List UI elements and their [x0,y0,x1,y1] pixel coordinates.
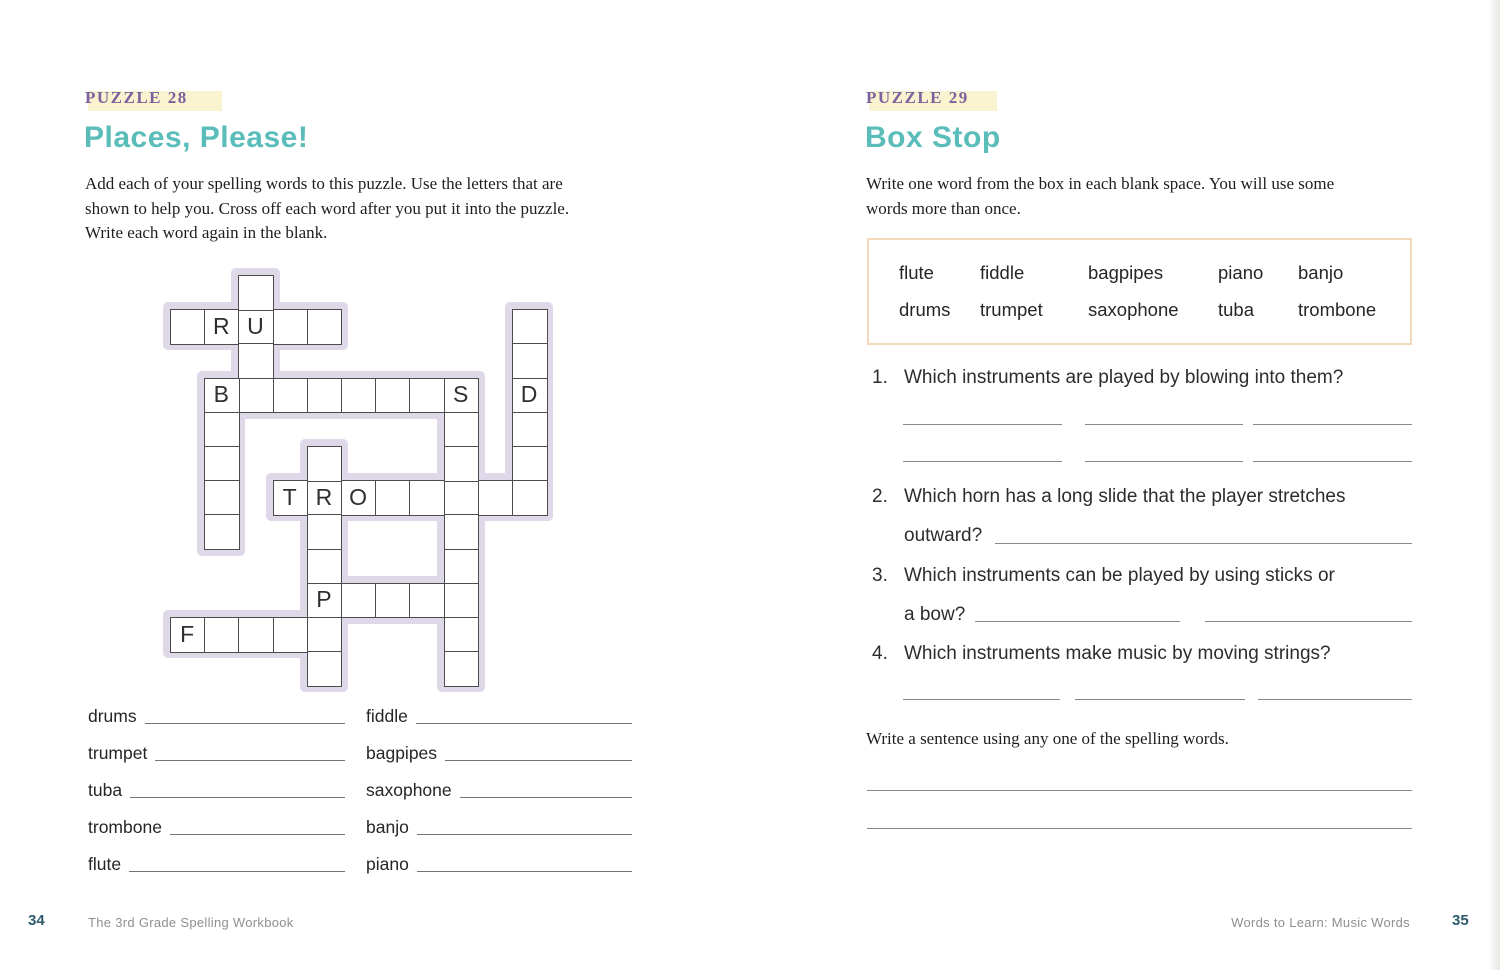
question-2-text-line2: outward? [904,525,983,546]
crossword-cell [204,480,240,516]
answer-blank [1205,621,1412,622]
word-list-left [88,705,345,890]
answer-blank [903,424,1062,425]
left-instructions [85,172,665,246]
crossword-cell [375,378,411,414]
crossword-cell [444,583,480,619]
word-box-word: saxophone [1088,299,1179,320]
answer-line [145,705,345,724]
crossword-cell [307,446,343,482]
crossword-cell [512,343,548,379]
crossword-letter-F: F [180,620,195,647]
page-edge-shadow [1488,0,1500,970]
answer-blank [1253,424,1412,425]
crossword-letter-T: T [282,483,297,510]
crossword-cell [307,514,343,550]
crossword-letter-D: D [520,381,538,408]
word-list-item [88,705,345,727]
answer-blank [1085,461,1243,462]
answer-line [460,779,632,798]
crossword-cell [375,583,411,619]
instructions-line: Write each word again in the blank. [85,223,328,242]
crossword-cell [204,514,240,550]
question-3-text-line1: Which instruments can be played by using sticks or [904,565,1335,586]
word-list-word: fiddle [366,706,408,726]
crossword-cell [170,309,206,345]
word-list-word: trumpet [88,743,148,763]
left-footer-text: The 3rd Grade Spelling Workbook [88,915,294,930]
instructions-line: Write one word from the box in each blank space. You will use some [866,174,1335,193]
answer-blank [995,543,1412,544]
sentence-line [867,828,1412,829]
word-list-item [88,779,345,801]
word-list-item [88,853,345,875]
crossword-cell [444,514,480,550]
word-box-word: drums [899,299,951,320]
crossword-cell [307,378,343,414]
answer-line [417,816,632,835]
crossword-cell [307,651,343,687]
word-box [867,238,1412,345]
answer-blank [1075,699,1245,700]
question-4-number: 4. [872,643,888,664]
word-list-item [366,705,632,727]
word-box-word: piano [1218,262,1264,283]
right-page-title: Box Stop [865,121,1001,154]
crossword-cell [238,343,274,379]
word-list-word: trombone [88,817,162,837]
question-1-text: Which instruments are played by blowing into them? [904,367,1344,388]
crossword-cell [409,480,445,516]
right-page-number: 35 [1452,912,1469,929]
crossword-cell [512,446,548,482]
word-box-word: trumpet [980,299,1043,320]
answer-blank [903,699,1060,700]
word-box-word: fiddle [980,262,1025,283]
question-1-number: 1. [872,367,888,388]
crossword-cell [307,617,343,653]
word-list-item [366,779,632,801]
question-3-text-line2: a bow? [904,604,966,625]
left-page-number: 34 [28,912,45,929]
crossword-cell [238,617,274,653]
crossword-cell [341,378,377,414]
crossword-letter-R: R [315,483,333,510]
crossword-cell [204,412,240,448]
crossword-cell [444,446,480,482]
crossword-letter-U: U [247,312,264,339]
crossword-letter-S: S [453,381,469,408]
word-box-word: bagpipes [1088,262,1164,283]
crossword-cell [204,446,240,482]
answer-line [417,853,632,872]
answer-blank [1253,461,1412,462]
right-instructions [866,172,1426,221]
answer-line [416,705,632,724]
crossword-cell [512,412,548,448]
crossword-cell [409,378,445,414]
crossword-cell [375,480,411,516]
word-list-right [366,705,632,890]
word-box-word: flute [899,262,934,283]
crossword-letter-P: P [316,586,332,613]
answer-blank [975,621,1180,622]
crossword-cell [341,583,377,619]
word-box-word: banjo [1298,262,1344,283]
word-list-item [88,816,345,838]
answer-blank [1258,699,1412,700]
answer-line [445,742,632,761]
word-list-word: flute [88,854,122,874]
question-2-text-line1: Which horn has a long slide that the player stretches [904,486,1346,507]
crossword-cell [444,412,480,448]
question-4-text: Which instruments make music by moving strings? [904,643,1331,664]
word-box-word: trombone [1298,299,1377,320]
puzzle-28-label: PUZZLE 28 [85,88,188,107]
crossword-cell [512,309,548,345]
crossword-cell [273,617,309,653]
right-footer-text: Words to Learn: Music Words [1231,915,1410,930]
crossword-letter-B: B [213,381,229,408]
answer-line [130,779,345,798]
crossword-grid [170,275,550,689]
word-list-item [88,742,345,764]
crossword-cell [512,480,548,516]
word-box-word: tuba [1218,299,1255,320]
crossword-cell [444,651,480,687]
crossword-cell [444,480,480,516]
crossword-cell [273,309,309,345]
crossword-cell [409,583,445,619]
sentence-line [867,790,1412,791]
sentence-prompt: Write a sentence using any one of the spelling words. [866,729,1229,748]
answer-blank [1085,424,1243,425]
word-list-item [366,742,632,764]
answer-line [155,742,345,761]
crossword-cell [204,617,240,653]
crossword-cell [444,549,480,585]
puzzle-29-label: PUZZLE 29 [866,88,969,107]
word-list-word: saxophone [366,780,452,800]
crossword-cell [307,549,343,585]
question-2-number: 2. [872,486,888,507]
answer-line [129,853,345,872]
word-list-word: banjo [366,817,409,837]
crossword-cell [238,275,274,311]
crossword-letter-O: O [349,483,368,510]
word-list-word: piano [366,854,409,874]
word-list-word: drums [88,706,137,726]
instructions-line: shown to help you. Cross off each word after you put it into the puzzle. [85,198,570,218]
crossword-cell [307,309,343,345]
instructions-line: Add each of your spelling words to this puzzle. Use the letters that are [85,174,563,193]
answer-line [170,816,345,835]
instructions-line: words more than once. [866,198,1021,218]
word-list-item [366,853,632,875]
crossword-cell [238,378,274,414]
answer-blank [903,461,1062,462]
left-page-title: Places, Please! [84,121,309,154]
crossword-cell [444,617,480,653]
crossword-cell [478,480,514,516]
crossword-letter-R: R [212,312,230,339]
word-list-word: tuba [88,780,123,800]
question-3-number: 3. [872,565,888,586]
crossword-cell [273,378,309,414]
word-list-item [366,816,632,838]
word-list-word: bagpipes [366,743,438,763]
